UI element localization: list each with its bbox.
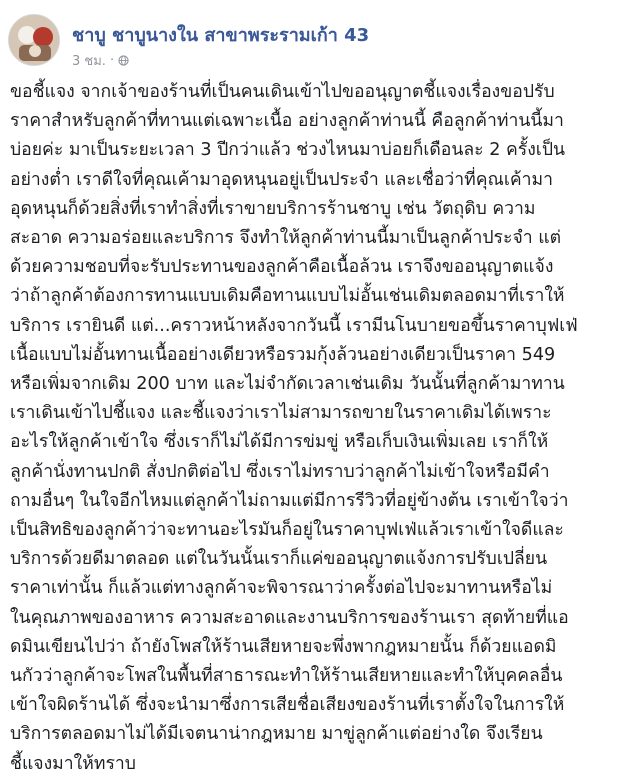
post-text-line: ในคุณภาพของอาหาร ความสะอาดและงานบริการของร้านเรา สุดท้ายที่แอ — [10, 607, 569, 628]
post-text-line: เนื้อแบบไม่อั้นทานเนื้ออย่างเดียวหรือรวมกุ้งล้วนอย่างเดียวเป็นราคา 549 — [10, 344, 556, 365]
post-text-line: สะอาด ความอร่อยและบริการ จึงทำให้ลูกค้าท่านนี้มาเป็นลูกค้าประจำ แต่ — [10, 228, 561, 249]
post-text-line: ขอชี้แจง จากเจ้าของร้านที่เป็นคนเดินเข้าไปขออนุญาตชี้แจงเรื่องขอปรับ — [10, 82, 555, 102]
post-text-line: ลูกค้านั่งทานปกติ สั่งปกติต่อไป ซึ่งเราไม่ทราบว่าลูกค้าไม่เข้าใจหรือมีคำ — [10, 461, 550, 482]
post-text-line: เป็นสิทธิของลูกค้าว่าจะทานอะไรมันก็อยู่ในราคาบุฟเฟ่แล้วเราเข้าใจดีและ — [10, 520, 564, 541]
post-text-line: บริการตลอดมาไม่ได้มีเจตนาน่ากฎหมาย มาขู่ลูกค้าแต่อย่างใด จึงเรียน — [10, 724, 543, 745]
post-text-line: ราคาเท่านั้น ก็แล้วแต่ทางลูกค้าจะพิจารณาว่าครั้งต่อไปจะมาทานหรือไม่ — [10, 578, 553, 599]
post-text-line: หรือเพิ่มจากเดิม 200 บาท และไม่จำกัดเวลาเช่นเดิม วันนั้นที่ลูกค้ามาทาน — [10, 374, 565, 395]
post-text-line: ชี้แจงมาให้ทราบ — [10, 753, 136, 774]
post-header — [8, 10, 628, 68]
post-text-line: เราเดินเข้าไปชี้แจง และชี้แจงว่าเราไม่สามารถขายในราคาเดิมได้เพราะ — [10, 403, 552, 424]
post-text-line: เข้าใจผิดร้านได้ ซึ่งจะนำมาซึ่งการเสียชื่อเสียงของร้านที่เราตั้งใจในการให้ — [10, 695, 565, 716]
post-meta — [72, 50, 129, 71]
post-author-name[interactable]: ชาบู ชาบูนางใน สาขาพระรามเก้า 43 — [72, 25, 370, 46]
post-text-line: ดมินเขียนไปว่า ถ้ายังโพสให้ร้านเสียหายจะพึ่งพากฎหมายนั้น ก็ด้วยแอดมิ — [10, 636, 557, 657]
meta-separator: · — [109, 53, 115, 68]
post-text-line: อุดหนุนก็ด้วยสิ่งที่เราทำสิ่งที่เราขายบริการร้านชาบู เช่น วัตถุดิบ ความ — [10, 198, 536, 219]
post-text-line: บ่อยค่ะ มาเป็นระยะเวลา 3 ปีกว่าแล้ว ช่วงไหนมาบ่อยก็เดือนละ 2 ครั้งเป็น — [10, 140, 566, 161]
post-text-line: ราคาสำหรับลูกค้าที่ทานแต่เฉพาะเนื้อ อย่างลูกค้าท่านนี้ คือลูกค้าท่านนี้มา — [10, 111, 564, 132]
post-text-line: บริการด้วยดีมาตลอด แต่ในวันนั้นเราก็แค่ขออนุญาตแจ้งการปรับเปลี่ยน — [10, 549, 548, 570]
post-text-line: ว่าถ้าลูกค้าต้องการทานแบบเดิมคือทานแบบไม่อั้นเช่นเดิมตลอดมาที่เราให้ — [10, 286, 565, 307]
post-text-line: บริการ เรายินดี แต่...คราวหน้าหลังจากวันนี้ เรามีนโนบายขอขึ้นราคาบุฟเฟ่ — [10, 315, 578, 336]
avatar-photo — [9, 15, 60, 66]
post-text-line: อะไรให้ลูกค้าเข้าใจ ซึ่งเราก็ไม่ได้มีการข่มขู่ หรือเก็บเงินเพิ่มเลย เราก็ให้ — [10, 432, 549, 453]
post-text-line: ด้วยความชอบที่จะรับประทานของลูกค้าคือเนื้อล้วน เราจึงขออนุญาตแจ้ง — [10, 257, 554, 278]
post-body — [10, 78, 630, 779]
avatar[interactable] — [8, 14, 60, 66]
post-text-line: นกัวว่าลูกค้าจะโพสในพื้นที่สาธารณะทำให้ร้านเสียหายและทำให้บุคคลอื่น — [10, 666, 563, 687]
post-timestamp[interactable]: 3 ชม. — [72, 54, 106, 69]
post-text-line: ถามอื่นๆ ในใจอีกไหมแต่ลูกค้าไม่ถามแต่มีการรีวิวที่อยู่ข้างต้น เราเข้าใจว่า — [10, 490, 569, 511]
post-text-line: อย่างต่ำ เราดีใจที่คุณเค้ามาอุดหนุนอยู่เป็นประจำ และเชื่อว่าที่คุณเค้ามา — [10, 169, 553, 190]
globe-icon[interactable] — [118, 55, 129, 66]
